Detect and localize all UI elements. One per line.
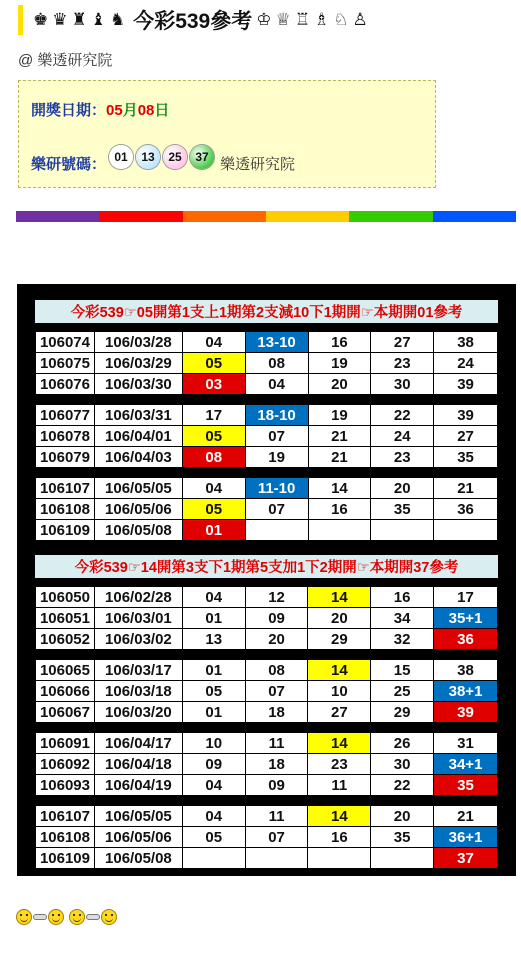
draw-info-box <box>18 80 436 188</box>
draw-history-table <box>35 404 498 468</box>
draw-date-cell: 106/04/03 <box>94 447 182 468</box>
table-row <box>36 702 498 723</box>
draw-number-cell: 106093 <box>36 775 95 796</box>
chess-deco-right: ♔♕♖♗♘♙ <box>256 10 372 29</box>
draw-date-cell: 106/04/01 <box>94 426 182 447</box>
draw-number-cell: 106065 <box>36 660 95 681</box>
table-row <box>36 447 498 468</box>
lottery-number-cell: 09 <box>245 608 308 629</box>
draw-date-cell: 106/03/02 <box>94 629 182 650</box>
draw-date-cell: 106/03/31 <box>94 405 182 426</box>
lottery-number-cell: 04 <box>182 806 245 827</box>
draw-number-cell: 106074 <box>36 332 95 353</box>
lottery-number-cell: 36+1 <box>434 827 498 848</box>
rainbow-divider <box>16 211 516 222</box>
rainbow-segment <box>99 211 182 222</box>
lottery-number-cell: 08 <box>245 353 308 374</box>
lottery-number-cell: 08 <box>245 660 308 681</box>
lottery-number-cell: 14 <box>308 587 371 608</box>
draw-date-cell: 106/03/29 <box>94 353 182 374</box>
lottery-number-cell: 29 <box>371 702 434 723</box>
smiley-icon <box>16 909 32 925</box>
lottery-number-cell: 01 <box>182 520 245 541</box>
table-row <box>36 775 498 796</box>
lottery-number-cell: 18 <box>245 702 308 723</box>
draw-date-cell: 106/05/05 <box>94 806 182 827</box>
rainbow-segment <box>349 211 432 222</box>
draw-number-cell: 106107 <box>36 478 95 499</box>
lottery-number-cell: 21 <box>434 806 498 827</box>
lottery-number-cell: 35 <box>434 447 498 468</box>
rainbow-segment <box>183 211 266 222</box>
lottery-number-cell: 14 <box>308 478 371 499</box>
lottery-number-cell: 31 <box>434 733 498 754</box>
lottery-number-cell: 37 <box>434 848 498 869</box>
lottery-number-cell: 23 <box>371 353 434 374</box>
lottery-number-cell: 39 <box>434 405 498 426</box>
history-panel <box>17 284 516 876</box>
lottery-number-cell: 27 <box>434 426 498 447</box>
draw-number-cell: 106109 <box>36 848 95 869</box>
lottery-number-cell: 39 <box>434 374 498 395</box>
lottery-number-cell: 14 <box>308 806 371 827</box>
lottery-number-cell <box>245 848 308 869</box>
draw-history-table <box>35 477 498 541</box>
lottery-number-cell: 08 <box>182 447 245 468</box>
rainbow-segment <box>16 211 99 222</box>
draw-number-cell: 106079 <box>36 447 95 468</box>
lottery-number-cell <box>308 848 371 869</box>
draw-number-cell: 106092 <box>36 754 95 775</box>
draw-number-cell: 106109 <box>36 520 95 541</box>
lottery-number-cell: 38+1 <box>434 681 498 702</box>
section-title: 今彩539☞05開第1支上1期第2支減10下1期開☞本期開01參考 <box>35 300 498 323</box>
table-row <box>36 754 498 775</box>
lottery-number-cell: 21 <box>434 478 498 499</box>
lottery-number-cell: 29 <box>308 629 371 650</box>
lottery-number-cell: 01 <box>182 608 245 629</box>
draw-date-cell: 106/05/08 <box>94 520 182 541</box>
lottery-number-cell: 04 <box>182 332 245 353</box>
lottery-number-cell: 09 <box>182 754 245 775</box>
lottery-number-cell: 38 <box>434 332 498 353</box>
draw-date-row <box>31 99 169 120</box>
draw-date-label: 開獎日期： <box>31 102 107 119</box>
draw-date-cell: 106/05/06 <box>94 499 182 520</box>
lottery-number-cell: 14 <box>308 733 371 754</box>
footer-emoji-row <box>16 909 117 925</box>
lottery-ball: 25 <box>163 145 187 169</box>
numbers-source: 樂透研究院 <box>220 156 296 173</box>
lottery-number-cell <box>245 520 308 541</box>
draw-history-table <box>35 586 498 650</box>
draw-month-unit: 月 <box>122 102 138 119</box>
lottery-number-cell <box>434 520 498 541</box>
lottery-number-cell: 11-10 <box>245 478 308 499</box>
lottery-number-cell: 18 <box>245 754 308 775</box>
draw-history-table <box>35 331 498 395</box>
lottery-number-cell: 35 <box>371 499 434 520</box>
recommended-numbers-row <box>31 139 295 174</box>
lottery-number-cell: 04 <box>182 478 245 499</box>
bone-icon <box>86 914 100 920</box>
lottery-number-cell: 09 <box>245 775 308 796</box>
lottery-number-cell <box>371 520 434 541</box>
draw-number-cell: 106051 <box>36 608 95 629</box>
draw-date-cell: 106/02/28 <box>94 587 182 608</box>
lottery-number-cell: 20 <box>245 629 308 650</box>
table-row <box>36 629 498 650</box>
table-row <box>36 587 498 608</box>
table-row <box>36 374 498 395</box>
lottery-number-cell: 17 <box>434 587 498 608</box>
smiley-icon <box>101 909 117 925</box>
lottery-number-cell: 32 <box>371 629 434 650</box>
draw-number-cell: 106107 <box>36 806 95 827</box>
lottery-number-cell: 39 <box>434 702 498 723</box>
lottery-number-cell: 13-10 <box>245 332 308 353</box>
lottery-number-cell: 18-10 <box>245 405 308 426</box>
table-row <box>36 806 498 827</box>
lottery-number-cell: 05 <box>182 353 245 374</box>
lottery-number-cell: 19 <box>308 353 371 374</box>
draw-number-cell: 106075 <box>36 353 95 374</box>
lottery-number-cell: 20 <box>371 478 434 499</box>
lottery-number-cell: 01 <box>182 660 245 681</box>
lottery-number-cell: 19 <box>245 447 308 468</box>
table-row <box>36 499 498 520</box>
table-row <box>36 478 498 499</box>
lottery-number-cell: 07 <box>245 681 308 702</box>
table-row <box>36 681 498 702</box>
table-row <box>36 405 498 426</box>
lottery-number-cell: 22 <box>371 775 434 796</box>
lottery-number-cell: 27 <box>371 332 434 353</box>
lottery-ball: 37 <box>190 145 214 169</box>
lottery-number-cell: 05 <box>182 827 245 848</box>
draw-date-cell: 106/03/20 <box>94 702 182 723</box>
table-row <box>36 660 498 681</box>
lottery-number-cell: 23 <box>371 447 434 468</box>
lottery-number-cell: 03 <box>182 374 245 395</box>
lottery-number-cell: 11 <box>245 806 308 827</box>
smiley-icon <box>48 909 64 925</box>
lottery-number-cell: 20 <box>308 374 371 395</box>
draw-day: 08 <box>137 102 155 119</box>
draw-month: 05 <box>106 102 123 119</box>
draw-date-cell: 106/05/06 <box>94 827 182 848</box>
lottery-number-cell: 16 <box>308 827 371 848</box>
table-row <box>36 426 498 447</box>
draw-number-cell: 106078 <box>36 426 95 447</box>
lottery-number-cell: 05 <box>182 499 245 520</box>
lottery-number-cell: 24 <box>434 353 498 374</box>
lottery-number-cell: 35+1 <box>434 608 498 629</box>
lottery-number-cell: 12 <box>245 587 308 608</box>
draw-date-cell: 106/03/28 <box>94 332 182 353</box>
draw-date-cell: 106/03/18 <box>94 681 182 702</box>
page-title: 今彩539參考 <box>133 10 253 33</box>
lottery-number-cell: 30 <box>371 374 434 395</box>
draw-date-cell: 106/03/01 <box>94 608 182 629</box>
rainbow-segment <box>266 211 349 222</box>
draw-date-cell: 106/05/08 <box>94 848 182 869</box>
lottery-number-cell: 35 <box>371 827 434 848</box>
lottery-number-cell: 22 <box>371 405 434 426</box>
author-line: @ 樂透研究院 <box>18 52 113 69</box>
lottery-number-cell: 16 <box>371 587 434 608</box>
lottery-balls <box>106 145 214 169</box>
lottery-number-cell: 17 <box>182 405 245 426</box>
table-row <box>36 608 498 629</box>
lottery-number-cell: 11 <box>308 775 371 796</box>
draw-number-cell: 106091 <box>36 733 95 754</box>
bone-icon <box>33 914 47 920</box>
lottery-number-cell: 34 <box>371 608 434 629</box>
lottery-number-cell: 35 <box>434 775 498 796</box>
chess-deco-left: ♚♛♜♝♞ <box>33 10 130 29</box>
draw-date-cell: 106/04/18 <box>94 754 182 775</box>
lottery-number-cell: 25 <box>371 681 434 702</box>
draw-number-cell: 106050 <box>36 587 95 608</box>
draw-date-cell: 106/04/17 <box>94 733 182 754</box>
draw-number-cell: 106067 <box>36 702 95 723</box>
section-title: 今彩539☞14開第3支下1期第5支加1下2期開☞本期開37參考 <box>35 555 498 578</box>
lottery-number-cell <box>182 848 245 869</box>
lottery-ball: 01 <box>109 145 133 169</box>
draw-number-cell: 106066 <box>36 681 95 702</box>
lottery-number-cell: 23 <box>308 754 371 775</box>
draw-number-cell: 106077 <box>36 405 95 426</box>
lottery-number-cell: 30 <box>371 754 434 775</box>
lottery-number-cell: 04 <box>182 587 245 608</box>
rainbow-segment <box>433 211 516 222</box>
lottery-number-cell: 14 <box>308 660 371 681</box>
lottery-number-cell <box>308 520 371 541</box>
lottery-number-cell: 15 <box>371 660 434 681</box>
lottery-number-cell: 07 <box>245 426 308 447</box>
lottery-number-cell: 05 <box>182 426 245 447</box>
lottery-number-cell: 20 <box>371 806 434 827</box>
lottery-number-cell: 04 <box>245 374 308 395</box>
table-row <box>36 353 498 374</box>
lottery-number-cell: 21 <box>308 447 371 468</box>
draw-date-cell: 106/03/30 <box>94 374 182 395</box>
draw-history-table <box>35 732 498 796</box>
lottery-number-cell: 20 <box>308 608 371 629</box>
smiley-icon <box>69 909 85 925</box>
lottery-ball: 13 <box>136 145 160 169</box>
lottery-number-cell: 16 <box>308 332 371 353</box>
table-row <box>36 332 498 353</box>
draw-number-cell: 106108 <box>36 499 95 520</box>
lottery-number-cell: 27 <box>308 702 371 723</box>
table-row <box>36 848 498 869</box>
lottery-number-cell: 01 <box>182 702 245 723</box>
lottery-number-cell: 11 <box>245 733 308 754</box>
lottery-number-cell: 10 <box>182 733 245 754</box>
lottery-number-cell: 36 <box>434 629 498 650</box>
table-row <box>36 733 498 754</box>
draw-date-cell: 106/03/17 <box>94 660 182 681</box>
draw-history-table <box>35 805 498 869</box>
draw-date-cell: 106/04/19 <box>94 775 182 796</box>
table-row <box>36 827 498 848</box>
draw-number-cell: 106076 <box>36 374 95 395</box>
lottery-number-cell: 07 <box>245 499 308 520</box>
lottery-number-cell: 21 <box>308 426 371 447</box>
lottery-number-cell: 19 <box>308 405 371 426</box>
lottery-number-cell: 04 <box>182 775 245 796</box>
lottery-number-cell: 10 <box>308 681 371 702</box>
draw-number-cell: 106108 <box>36 827 95 848</box>
draw-date-cell: 106/05/05 <box>94 478 182 499</box>
draw-history-table <box>35 659 498 723</box>
lottery-number-cell: 38 <box>434 660 498 681</box>
lottery-number-cell: 13 <box>182 629 245 650</box>
page-title-bar <box>18 5 508 35</box>
lottery-number-cell: 26 <box>371 733 434 754</box>
lottery-number-cell: 07 <box>245 827 308 848</box>
draw-number-cell: 106052 <box>36 629 95 650</box>
lottery-number-cell: 24 <box>371 426 434 447</box>
lottery-number-cell: 36 <box>434 499 498 520</box>
lottery-number-cell: 16 <box>308 499 371 520</box>
table-row <box>36 520 498 541</box>
draw-day-unit: 日 <box>154 102 170 119</box>
recommended-numbers-label: 樂研號碼： <box>31 156 107 173</box>
lottery-number-cell <box>371 848 434 869</box>
lottery-number-cell: 05 <box>182 681 245 702</box>
lottery-number-cell: 34+1 <box>434 754 498 775</box>
